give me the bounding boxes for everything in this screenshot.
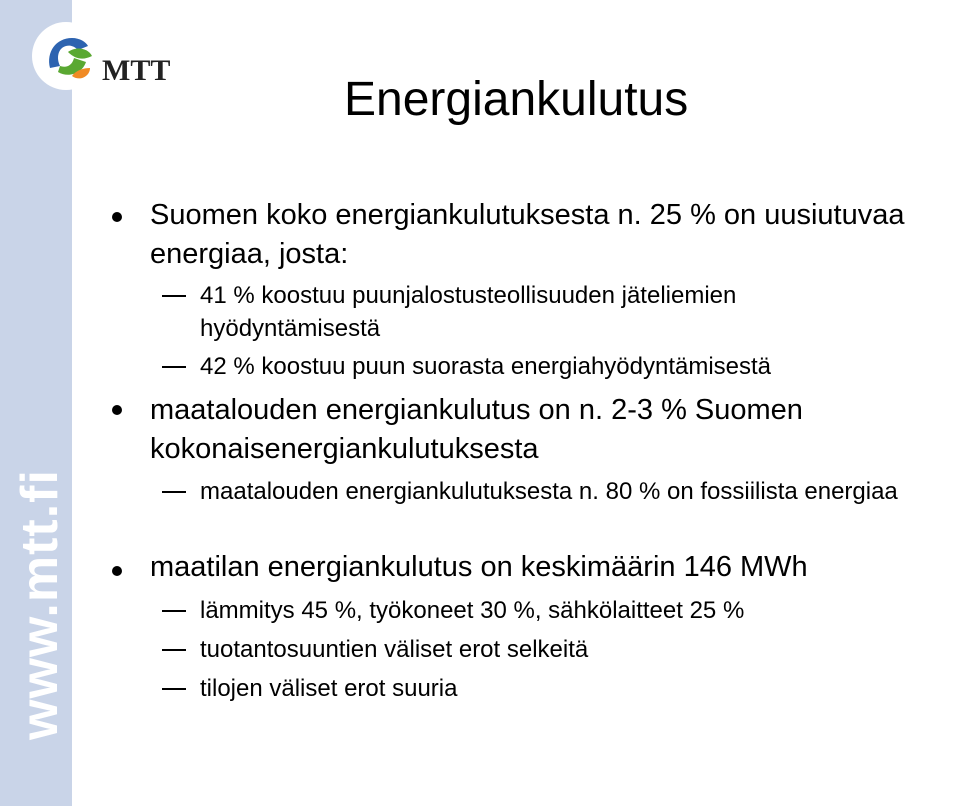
logo-text: MTT: [102, 54, 171, 87]
dash-marker: [162, 366, 186, 368]
list-item: tilojen väliset erot suuria: [200, 675, 458, 702]
dash-marker: [162, 295, 186, 297]
list-item: 41 % koostuu puunjalostusteollisuuden jäteliemien hyödyntämisestä: [200, 282, 737, 342]
dash-marker: [162, 688, 186, 690]
list-item: 42 % koostuu puun suorasta energiahyödyntämisestä: [200, 353, 772, 380]
bullet-marker: [112, 405, 122, 415]
side-url-text: www.mtt.fi: [11, 469, 69, 740]
list-item: Suomen koko energiankulutuksesta n. 25 % on uusiutuvaa energiaa, josta:: [150, 199, 905, 270]
bullet-marker: [112, 566, 122, 576]
list-item: maatilan energiankulutus on keskimäärin 146 MWh: [150, 551, 808, 583]
dash-marker: [162, 491, 186, 493]
slide-title: Energiankulutus: [344, 73, 689, 126]
list-item: maatalouden energiankulutus on n. 2-3 % Suomen kokonaisenergiankulutuksesta: [150, 394, 803, 465]
list-item: maatalouden energiankulutuksesta n. 80 % on fossiilista energiaa: [200, 478, 898, 505]
dash-marker: [162, 649, 186, 651]
list-item: tuotantosuuntien väliset erot selkeitä: [200, 636, 589, 663]
dash-marker: [162, 610, 186, 612]
list-item: lämmitys 45 %, työkoneet 30 %, sähkölaitteet 25 %: [200, 597, 745, 624]
bullet-marker: [112, 212, 122, 222]
